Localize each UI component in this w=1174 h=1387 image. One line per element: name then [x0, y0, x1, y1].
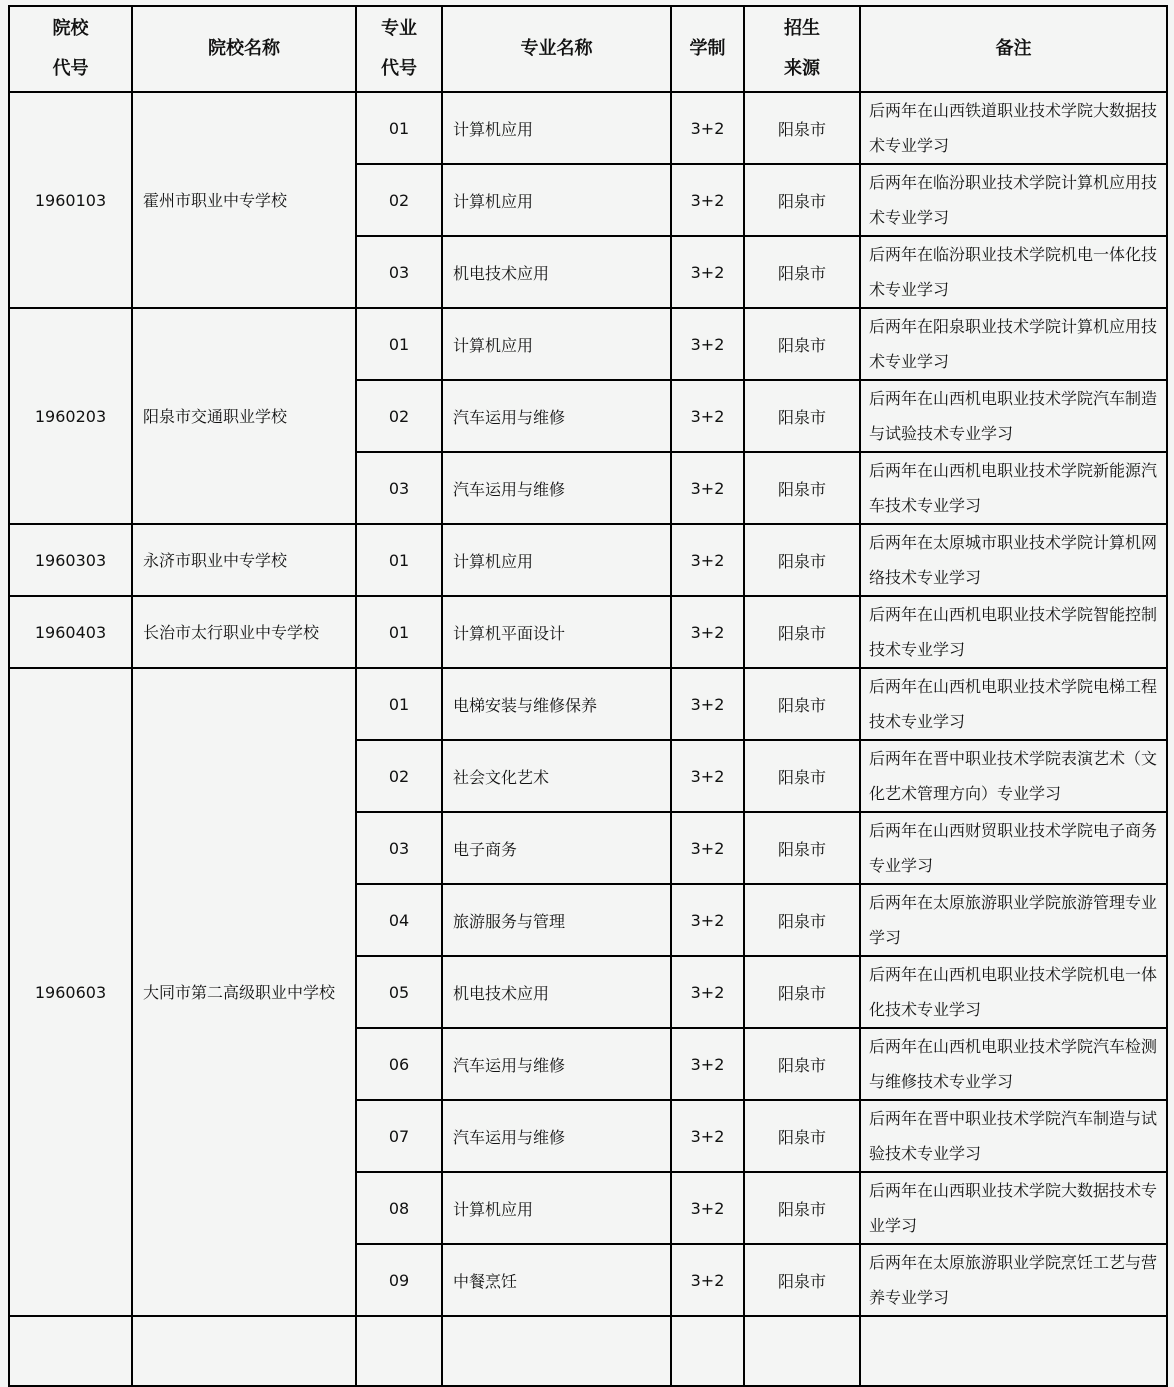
- header-major-name: 专业名称: [442, 6, 671, 92]
- table-row: [9, 596, 1167, 668]
- source-cell: 阳泉市: [744, 884, 860, 956]
- remark-cell: 后两年在山西铁道职业技术学院大数据技术专业学习: [860, 92, 1167, 164]
- major-code-cell: 07: [356, 1100, 442, 1172]
- remark-cell: 后两年在临汾职业技术学院计算机应用技术专业学习: [860, 164, 1167, 236]
- duration-cell: 3+2: [671, 380, 744, 452]
- table-row: [9, 524, 1167, 596]
- major-name-cell: 社会文化艺术: [442, 740, 671, 812]
- empty-cell: [442, 1316, 671, 1386]
- source-cell: 阳泉市: [744, 164, 860, 236]
- header-row: [9, 6, 1167, 92]
- remark-cell: 后两年在晋中职业技术学院表演艺术（文化艺术管理方向）专业学习: [860, 740, 1167, 812]
- major-code-cell: 08: [356, 1172, 442, 1244]
- major-name-cell: 计算机应用: [442, 524, 671, 596]
- duration-cell: 3+2: [671, 1028, 744, 1100]
- empty-cell: [9, 1316, 132, 1386]
- school-code-cell: 1960203: [9, 308, 132, 524]
- major-name-cell: 汽车运用与维修: [442, 1028, 671, 1100]
- duration-cell: 3+2: [671, 884, 744, 956]
- major-code-cell: 03: [356, 236, 442, 308]
- remark-cell: 后两年在晋中职业技术学院汽车制造与试验技术专业学习: [860, 1100, 1167, 1172]
- source-cell: 阳泉市: [744, 1100, 860, 1172]
- major-name-cell: 旅游服务与管理: [442, 884, 671, 956]
- major-code-cell: 05: [356, 956, 442, 1028]
- major-name-cell: 电子商务: [442, 812, 671, 884]
- school-code-cell: 1960303: [9, 524, 132, 596]
- source-cell: 阳泉市: [744, 1244, 860, 1316]
- source-cell: 阳泉市: [744, 1172, 860, 1244]
- table-body: [9, 92, 1167, 1386]
- major-code-cell: 03: [356, 452, 442, 524]
- duration-cell: 3+2: [671, 956, 744, 1028]
- table-row: [9, 308, 1167, 380]
- duration-cell: 3+2: [671, 668, 744, 740]
- header-major-code: 专业 代号: [356, 6, 442, 92]
- remark-cell: 后两年在太原城市职业技术学院计算机网络技术专业学习: [860, 524, 1167, 596]
- table-row: [9, 1316, 1167, 1386]
- source-cell: 阳泉市: [744, 452, 860, 524]
- source-cell: 阳泉市: [744, 956, 860, 1028]
- duration-cell: 3+2: [671, 1100, 744, 1172]
- school-code-cell: 1960103: [9, 92, 132, 308]
- source-cell: 阳泉市: [744, 668, 860, 740]
- remark-cell: 后两年在山西机电职业技术学院汽车检测与维修技术专业学习: [860, 1028, 1167, 1100]
- major-name-cell: 计算机应用: [442, 308, 671, 380]
- source-cell: 阳泉市: [744, 380, 860, 452]
- remark-cell: 后两年在太原旅游职业学院旅游管理专业学习: [860, 884, 1167, 956]
- source-cell: 阳泉市: [744, 308, 860, 380]
- source-cell: 阳泉市: [744, 236, 860, 308]
- major-code-cell: 03: [356, 812, 442, 884]
- major-code-cell: 02: [356, 380, 442, 452]
- major-code-cell: 01: [356, 524, 442, 596]
- duration-cell: 3+2: [671, 596, 744, 668]
- duration-cell: 3+2: [671, 812, 744, 884]
- table-row: [9, 92, 1167, 164]
- source-cell: 阳泉市: [744, 812, 860, 884]
- school-code-cell: 1960603: [9, 668, 132, 1316]
- major-code-cell: 09: [356, 1244, 442, 1316]
- header-remark: 备注: [860, 6, 1167, 92]
- school-name-cell: 霍州市职业中专学校: [132, 92, 356, 308]
- major-name-cell: 电梯安装与维修保养: [442, 668, 671, 740]
- major-code-cell: 06: [356, 1028, 442, 1100]
- school-name-cell: 永济市职业中专学校: [132, 524, 356, 596]
- remark-cell: 后两年在山西机电职业技术学院汽车制造与试验技术专业学习: [860, 380, 1167, 452]
- source-cell: 阳泉市: [744, 740, 860, 812]
- remark-cell: 后两年在太原旅游职业学院烹饪工艺与营养专业学习: [860, 1244, 1167, 1316]
- empty-cell: [860, 1316, 1167, 1386]
- header-duration: 学制: [671, 6, 744, 92]
- remark-cell: 后两年在山西机电职业技术学院智能控制技术专业学习: [860, 596, 1167, 668]
- major-name-cell: 汽车运用与维修: [442, 1100, 671, 1172]
- major-name-cell: 计算机应用: [442, 1172, 671, 1244]
- major-code-cell: 01: [356, 308, 442, 380]
- empty-cell: [132, 1316, 356, 1386]
- enrollment-table: [8, 5, 1168, 1387]
- major-name-cell: 计算机平面设计: [442, 596, 671, 668]
- remark-cell: 后两年在山西职业技术学院大数据技术专业学习: [860, 1172, 1167, 1244]
- remark-cell: 后两年在山西机电职业技术学院电梯工程技术专业学习: [860, 668, 1167, 740]
- major-code-cell: 02: [356, 164, 442, 236]
- source-cell: 阳泉市: [744, 524, 860, 596]
- school-name-cell: 大同市第二高级职业中学校: [132, 668, 356, 1316]
- source-cell: 阳泉市: [744, 596, 860, 668]
- major-name-cell: 机电技术应用: [442, 956, 671, 1028]
- remark-cell: 后两年在山西机电职业技术学院机电一体化技术专业学习: [860, 956, 1167, 1028]
- major-code-cell: 02: [356, 740, 442, 812]
- duration-cell: 3+2: [671, 452, 744, 524]
- major-name-cell: 汽车运用与维修: [442, 452, 671, 524]
- duration-cell: 3+2: [671, 1244, 744, 1316]
- source-cell: 阳泉市: [744, 92, 860, 164]
- duration-cell: 3+2: [671, 236, 744, 308]
- empty-cell: [671, 1316, 744, 1386]
- empty-cell: [744, 1316, 860, 1386]
- major-name-cell: 机电技术应用: [442, 236, 671, 308]
- school-code-cell: 1960403: [9, 596, 132, 668]
- major-name-cell: 汽车运用与维修: [442, 380, 671, 452]
- major-name-cell: 计算机应用: [442, 92, 671, 164]
- duration-cell: 3+2: [671, 1172, 744, 1244]
- duration-cell: 3+2: [671, 164, 744, 236]
- major-code-cell: 01: [356, 92, 442, 164]
- source-cell: 阳泉市: [744, 1028, 860, 1100]
- major-name-cell: 中餐烹饪: [442, 1244, 671, 1316]
- duration-cell: 3+2: [671, 308, 744, 380]
- major-code-cell: 01: [356, 596, 442, 668]
- remark-cell: 后两年在临汾职业技术学院机电一体化技术专业学习: [860, 236, 1167, 308]
- school-name-cell: 长治市太行职业中专学校: [132, 596, 356, 668]
- school-name-cell: 阳泉市交通职业学校: [132, 308, 356, 524]
- major-name-cell: 计算机应用: [442, 164, 671, 236]
- major-code-cell: 01: [356, 668, 442, 740]
- major-code-cell: 04: [356, 884, 442, 956]
- remark-cell: 后两年在山西财贸职业技术学院电子商务专业学习: [860, 812, 1167, 884]
- header-school-code: 院校 代号: [9, 6, 132, 92]
- remark-cell: 后两年在阳泉职业技术学院计算机应用技术专业学习: [860, 308, 1167, 380]
- header-source: 招生 来源: [744, 6, 860, 92]
- remark-cell: 后两年在山西机电职业技术学院新能源汽车技术专业学习: [860, 452, 1167, 524]
- table-row: [9, 668, 1167, 740]
- duration-cell: 3+2: [671, 92, 744, 164]
- empty-cell: [356, 1316, 442, 1386]
- duration-cell: 3+2: [671, 524, 744, 596]
- header-school-name: 院校名称: [132, 6, 356, 92]
- duration-cell: 3+2: [671, 740, 744, 812]
